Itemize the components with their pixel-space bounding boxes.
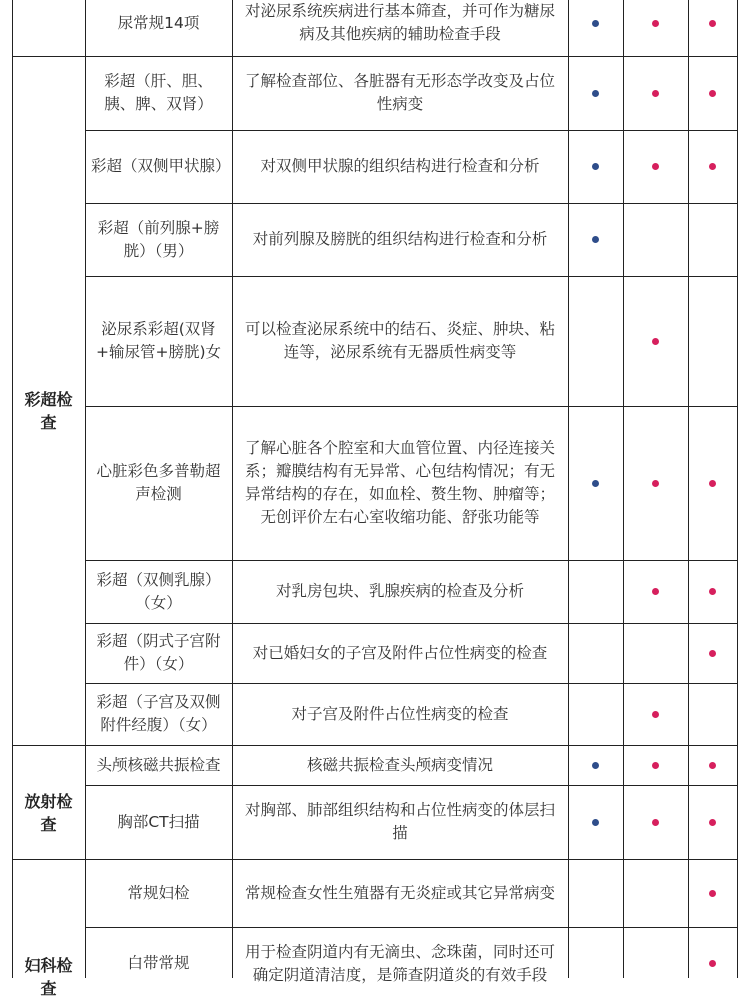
male-marker-dot — [592, 163, 599, 170]
female-unmarried-marker-dot — [652, 819, 659, 826]
female-married-marker-dot — [709, 480, 716, 487]
exam-item-name: 彩超（前列腺+膀胱）（男） — [97, 218, 220, 260]
female-married-marker-dot — [709, 90, 716, 97]
table-horizontal-rule — [12, 745, 738, 746]
exam-description: 了解心脏各个腔室和大血管位置、内径连接关系；瓣膜结构有无异常、心包结构情况；有无异常结构的存在，如血栓、赘生物、肿瘤等；无创评价左右心室收缩功能、舒张功能等 — [244, 439, 555, 526]
marker-cell — [688, 859, 737, 927]
marker-cell — [688, 406, 737, 560]
marker-cell — [623, 276, 688, 406]
marker-cell — [568, 785, 623, 859]
marker-cell — [688, 130, 737, 203]
exam-description: 用于检查阴道内有无滴虫、念珠菌，同时还可确定阴道清洁度，是筛查阴道炎的有效手段 — [244, 942, 555, 984]
marker-cell — [568, 683, 623, 745]
marker-cell — [688, 203, 737, 276]
marker-cell — [688, 745, 737, 785]
marker-cell — [623, 0, 688, 56]
marker-cell — [568, 56, 623, 130]
marker-cell — [623, 130, 688, 203]
exam-item-name: 头颅核磁共振检查 — [96, 755, 221, 774]
marker-cell — [688, 623, 737, 683]
category-cell — [12, 0, 85, 56]
female-married-marker-dot — [709, 960, 716, 967]
exam-description: 对乳房包块、乳腺疾病的检查及分析 — [275, 582, 524, 600]
marker-cell — [688, 785, 737, 859]
table-vertical-rule — [12, 0, 13, 978]
male-marker-dot — [592, 819, 599, 826]
female-unmarried-marker-dot — [652, 163, 659, 170]
marker-cell — [623, 745, 688, 785]
marker-cell — [623, 406, 688, 560]
marker-cell — [623, 785, 688, 859]
male-marker-dot — [592, 236, 599, 243]
exam-description: 对子宫及附件占位性病变的检查 — [291, 704, 509, 723]
exam-description: 对双侧甲状腺的组织结构进行检查和分析 — [260, 157, 540, 175]
exam-description: 常规检查女性生殖器有无炎症或其它异常病变 — [244, 883, 555, 902]
exam-item-name: 彩超（肝、胆、胰、脾、双肾） — [104, 72, 213, 113]
female-married-marker-dot — [709, 819, 716, 826]
exam-item-name: 泌尿系彩超(双肾+输尿管+膀胱)女 — [95, 320, 222, 361]
female-married-marker-dot — [709, 762, 716, 769]
female-unmarried-marker-dot — [652, 90, 659, 97]
female-married-marker-dot — [709, 650, 716, 657]
table-vertical-rule — [568, 0, 569, 978]
marker-cell — [623, 560, 688, 623]
exam-item-name: 白带常规 — [127, 954, 190, 972]
female-married-marker-dot — [709, 163, 716, 170]
exam-item-name: 彩超（子宫及双侧附件经腹）（女） — [96, 693, 221, 734]
marker-cell — [568, 560, 623, 623]
marker-cell — [688, 56, 737, 130]
table-horizontal-rule — [85, 130, 738, 131]
table-horizontal-rule — [12, 859, 738, 860]
female-unmarried-marker-dot — [652, 762, 659, 769]
exam-item-name: 尿常规14项 — [117, 13, 200, 32]
category-cell: 彩超检查 — [24, 390, 73, 432]
exam-item-name: 常规妇检 — [127, 883, 190, 902]
table-horizontal-rule — [85, 406, 738, 407]
marker-cell — [623, 927, 688, 1000]
female-unmarried-marker-dot — [652, 338, 659, 345]
marker-cell — [623, 203, 688, 276]
table-horizontal-rule — [85, 785, 738, 786]
table-vertical-rule — [232, 0, 233, 978]
marker-cell — [568, 276, 623, 406]
table-horizontal-rule — [85, 560, 738, 561]
marker-cell — [688, 683, 737, 745]
exam-item-name: 心脏彩色多普勒超声检测 — [96, 462, 221, 503]
table-vertical-rule — [85, 0, 86, 978]
marker-cell — [688, 276, 737, 406]
exam-description: 对泌尿系统疾病进行基本筛查，并可作为糖尿病及其他疾病的辅助检查手段 — [244, 2, 555, 43]
category-cell: 妇科检查 — [24, 956, 73, 998]
exam-description: 可以检查泌尿系统中的结石、炎症、肿块、粘连等，泌尿系统有无器质性病变等 — [244, 320, 555, 361]
male-marker-dot — [592, 90, 599, 97]
marker-cell — [568, 406, 623, 560]
marker-cell — [568, 203, 623, 276]
exam-description: 了解检查部位、各脏器有无形态学改变及占位性病变 — [244, 72, 555, 113]
exam-description: 对胸部、肺部组织结构和占位性病变的体层扫描 — [244, 801, 555, 842]
exam-item-name: 彩超（阴式子宫附件）（女） — [96, 632, 221, 673]
table-vertical-rule — [688, 0, 689, 978]
marker-cell — [688, 927, 737, 1000]
exam-description: 对前列腺及膀胱的组织结构进行检查和分析 — [252, 230, 548, 248]
table-horizontal-rule — [12, 56, 738, 57]
exam-item-name: 彩超（双侧乳腺）（女） — [96, 570, 221, 612]
male-marker-dot — [592, 762, 599, 769]
female-married-marker-dot — [709, 20, 716, 27]
table-vertical-rule — [737, 0, 738, 978]
male-marker-dot — [592, 20, 599, 27]
marker-cell — [568, 623, 623, 683]
marker-cell — [568, 859, 623, 927]
table-horizontal-rule — [85, 276, 738, 277]
category-cell: 放射检查 — [24, 792, 73, 834]
female-married-marker-dot — [709, 890, 716, 897]
marker-cell — [568, 927, 623, 1000]
marker-cell — [688, 560, 737, 623]
marker-cell — [568, 745, 623, 785]
table-horizontal-rule — [85, 683, 738, 684]
female-unmarried-marker-dot — [652, 588, 659, 595]
marker-cell — [623, 683, 688, 745]
marker-cell — [623, 623, 688, 683]
marker-cell — [568, 130, 623, 203]
exam-item-name: 胸部CT扫描 — [117, 812, 200, 831]
male-marker-dot — [592, 480, 599, 487]
exam-item-name: 彩超（双侧甲状腺） — [91, 157, 231, 175]
table-horizontal-rule — [85, 623, 738, 624]
table-horizontal-rule — [85, 203, 738, 204]
exam-description: 核磁共振检查头颅病变情况 — [306, 755, 493, 774]
exam-description: 对已婚妇女的子宫及附件占位性病变的检查 — [252, 643, 548, 662]
marker-cell — [688, 0, 737, 56]
table-horizontal-rule — [85, 927, 738, 928]
marker-cell — [623, 859, 688, 927]
female-unmarried-marker-dot — [652, 20, 659, 27]
marker-cell — [623, 56, 688, 130]
female-married-marker-dot — [709, 588, 716, 595]
female-unmarried-marker-dot — [652, 711, 659, 718]
female-unmarried-marker-dot — [652, 480, 659, 487]
marker-cell — [568, 0, 623, 56]
table-vertical-rule — [623, 0, 624, 978]
